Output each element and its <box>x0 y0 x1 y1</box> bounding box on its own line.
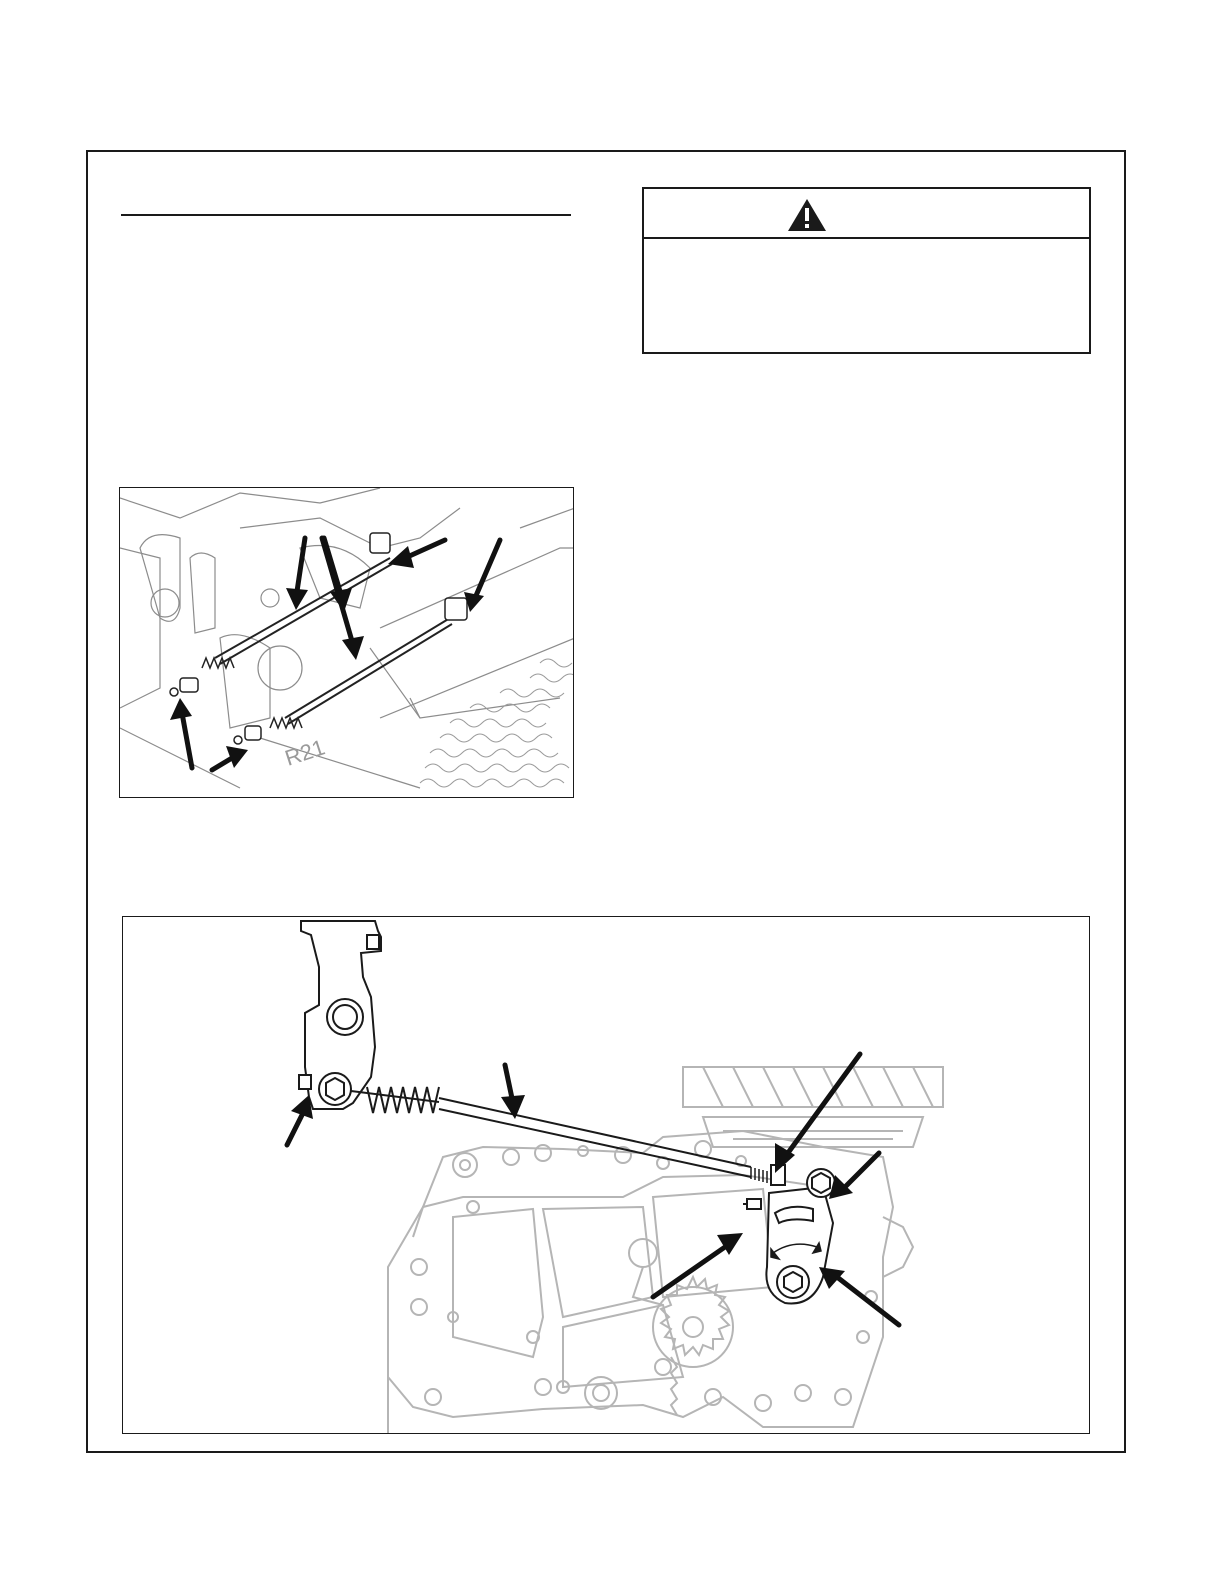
warning-box <box>642 187 1091 354</box>
figure-transmission-control-rod <box>122 916 1090 1434</box>
figure-linkage-rods <box>119 487 574 798</box>
warning-header <box>644 189 1089 239</box>
section-heading-rule <box>121 214 571 216</box>
warning-triangle-icon <box>787 198 827 232</box>
linkage-rods-illustration <box>120 488 574 798</box>
decal-label: R21 <box>281 734 328 771</box>
transmission-illustration <box>123 917 1090 1434</box>
